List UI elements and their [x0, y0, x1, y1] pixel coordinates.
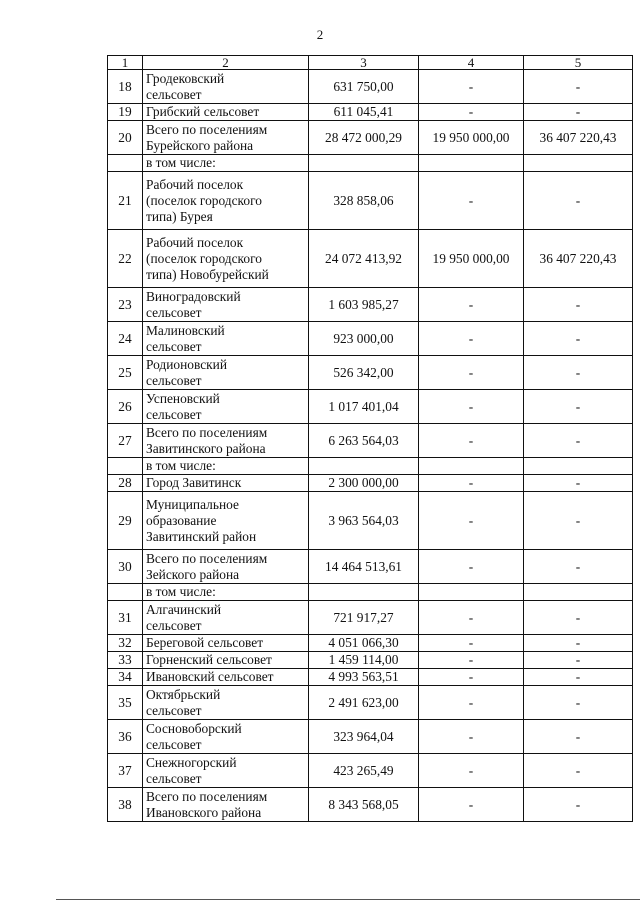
amount-cell-c3: 1 017 401,04: [309, 390, 419, 424]
amount-cell-c4: [419, 584, 524, 601]
amount-cell-c3: 1 603 985,27: [309, 288, 419, 322]
settlement-name-cell: [143, 322, 309, 356]
settlement-name-line: Успеновский: [146, 390, 220, 406]
table-row: [108, 601, 633, 635]
settlement-name-line: сельсовет: [146, 702, 202, 718]
budget-table: [107, 55, 633, 822]
settlement-name-line: Горненский сельсовет: [146, 652, 272, 667]
row-number-cell: 21: [108, 172, 143, 230]
table-header-row: [108, 56, 633, 70]
amount-cell-c3: 24 072 413,92: [309, 230, 419, 288]
settlement-name-line: Бурейского района: [146, 137, 254, 153]
settlement-name-line: Всего по поселениям: [146, 550, 268, 566]
table-row: [108, 356, 633, 390]
settlement-name-line: Завитинского района: [146, 440, 266, 456]
amount-cell-c3: 323 964,04: [309, 720, 419, 754]
amount-cell-c5: [524, 584, 633, 601]
settlement-name-line: Гродековский: [146, 70, 225, 86]
amount-cell-c5: -: [524, 322, 633, 356]
row-number-cell: 25: [108, 356, 143, 390]
table-row: [108, 550, 633, 584]
table-row: [108, 720, 633, 754]
settlement-name-line: Октябрьский: [146, 686, 221, 702]
settlement-name-line: Родионовский: [146, 356, 227, 372]
row-number-cell: 36: [108, 720, 143, 754]
amount-cell-c4: -: [419, 172, 524, 230]
amount-cell-c4: -: [419, 669, 524, 686]
amount-cell-c3: 14 464 513,61: [309, 550, 419, 584]
row-number-cell: 28: [108, 475, 143, 492]
row-number-cell: 29: [108, 492, 143, 550]
row-number-cell: 32: [108, 635, 143, 652]
amount-cell-c4: -: [419, 104, 524, 121]
amount-cell-c3: [309, 458, 419, 475]
amount-cell-c3: 526 342,00: [309, 356, 419, 390]
settlement-name-line: Всего по поселениям: [146, 121, 268, 137]
settlement-name-line: Береговой сельсовет: [146, 635, 264, 650]
table-row: [108, 104, 633, 121]
settlement-name-line: типа) Бурея: [146, 208, 213, 224]
settlement-name-cell: [143, 155, 309, 172]
amount-cell-c5: 36 407 220,43: [524, 121, 633, 155]
settlement-name-cell: [143, 172, 309, 230]
settlement-name-cell: [143, 635, 309, 652]
amount-cell-c3: 28 472 000,29: [309, 121, 419, 155]
amount-cell-c5: [524, 155, 633, 172]
amount-cell-c5: -: [524, 720, 633, 754]
settlement-name-line: Ивановского района: [146, 804, 262, 820]
page-bottom-rule: [56, 899, 640, 900]
amount-cell-c5: [524, 458, 633, 475]
row-number-cell: 37: [108, 754, 143, 788]
settlement-name-cell: [143, 356, 309, 390]
settlement-name-line: Малиновский: [146, 322, 225, 338]
table-row: [108, 475, 633, 492]
settlement-name-line: Виноградовский: [146, 288, 241, 304]
amount-cell-c5: -: [524, 550, 633, 584]
settlement-name-line: образование: [146, 512, 217, 528]
settlement-name-cell: [143, 390, 309, 424]
amount-cell-c3: [309, 584, 419, 601]
amount-cell-c5: -: [524, 601, 633, 635]
table-row: [108, 652, 633, 669]
amount-cell-c3: 1 459 114,00: [309, 652, 419, 669]
amount-cell-c5: -: [524, 424, 633, 458]
row-number-cell: 24: [108, 322, 143, 356]
table-row: [108, 121, 633, 155]
row-number-cell: 27: [108, 424, 143, 458]
amount-cell-c5: -: [524, 70, 633, 104]
column-header: 2: [143, 56, 309, 70]
settlement-name-cell: [143, 788, 309, 822]
settlement-name-cell: [143, 288, 309, 322]
amount-cell-c5: -: [524, 356, 633, 390]
row-number-cell: 34: [108, 669, 143, 686]
amount-cell-c4: [419, 155, 524, 172]
settlement-name-line: сельсовет: [146, 406, 202, 422]
table-row: [108, 635, 633, 652]
row-number-cell: 30: [108, 550, 143, 584]
settlement-name-cell: [143, 475, 309, 492]
row-number-cell: 19: [108, 104, 143, 121]
amount-cell-c4: 19 950 000,00: [419, 121, 524, 155]
amount-cell-c3: 2 491 623,00: [309, 686, 419, 720]
settlement-name-line: сельсовет: [146, 86, 202, 102]
settlement-name-line: сельсовет: [146, 338, 202, 354]
amount-cell-c3: 631 750,00: [309, 70, 419, 104]
table-row: [108, 424, 633, 458]
amount-cell-c4: -: [419, 492, 524, 550]
row-number-cell: [108, 155, 143, 172]
table-row: [108, 788, 633, 822]
amount-cell-c3: 6 263 564,03: [309, 424, 419, 458]
column-header: 5: [524, 56, 633, 70]
amount-cell-c4: -: [419, 390, 524, 424]
settlement-name-cell: [143, 121, 309, 155]
amount-cell-c5: -: [524, 492, 633, 550]
amount-cell-c3: 423 265,49: [309, 754, 419, 788]
amount-cell-c5: -: [524, 788, 633, 822]
settlement-name-line: Сосновоборский: [146, 720, 242, 736]
row-number-cell: 20: [108, 121, 143, 155]
table-row: [108, 754, 633, 788]
settlement-name-line: Рабочий поселок: [146, 234, 244, 250]
table-row: [108, 458, 633, 475]
settlement-name-cell: [143, 424, 309, 458]
amount-cell-c4: -: [419, 720, 524, 754]
settlement-name-line: (поселок городского: [146, 250, 262, 266]
amount-cell-c5: -: [524, 172, 633, 230]
amount-cell-c3: 8 343 568,05: [309, 788, 419, 822]
amount-cell-c5: 36 407 220,43: [524, 230, 633, 288]
settlement-name-line: Завитинский район: [146, 528, 257, 544]
row-number-cell: [108, 584, 143, 601]
column-header: 4: [419, 56, 524, 70]
table-row: [108, 288, 633, 322]
settlement-name-line: сельсовет: [146, 304, 202, 320]
settlement-name-line: Алгачинский: [146, 601, 222, 617]
amount-cell-c3: 4 993 563,51: [309, 669, 419, 686]
amount-cell-c4: -: [419, 635, 524, 652]
settlement-name-line: Зейского района: [146, 566, 240, 582]
settlement-name-line: Рабочий поселок: [146, 176, 244, 192]
column-header: 1: [108, 56, 143, 70]
settlement-name-cell: [143, 550, 309, 584]
table-row: [108, 492, 633, 550]
amount-cell-c4: -: [419, 601, 524, 635]
settlement-name-line: в том числе:: [146, 155, 216, 170]
row-number-cell: 26: [108, 390, 143, 424]
table-row: [108, 686, 633, 720]
table-row: [108, 390, 633, 424]
settlement-name-line: Ивановский сельсовет: [146, 669, 274, 684]
amount-cell-c3: 2 300 000,00: [309, 475, 419, 492]
row-number-cell: 23: [108, 288, 143, 322]
amount-cell-c3: 328 858,06: [309, 172, 419, 230]
amount-cell-c4: -: [419, 288, 524, 322]
amount-cell-c4: -: [419, 356, 524, 390]
amount-cell-c5: -: [524, 104, 633, 121]
settlement-name-line: сельсовет: [146, 770, 202, 786]
table-row: [108, 155, 633, 172]
amount-cell-c3: 3 963 564,03: [309, 492, 419, 550]
settlement-name-cell: [143, 720, 309, 754]
settlement-name-cell: [143, 230, 309, 288]
table-row: [108, 172, 633, 230]
settlement-name-line: (поселок городского: [146, 192, 262, 208]
settlement-name-line: Город Завитинск: [146, 475, 242, 490]
row-number-cell: 18: [108, 70, 143, 104]
settlement-name-line: в том числе:: [146, 458, 216, 473]
settlement-name-line: Всего по поселениям: [146, 424, 268, 440]
amount-cell-c4: -: [419, 70, 524, 104]
amount-cell-c3: [309, 155, 419, 172]
amount-cell-c4: -: [419, 322, 524, 356]
amount-cell-c4: 19 950 000,00: [419, 230, 524, 288]
settlement-name-cell: [143, 584, 309, 601]
settlement-name-cell: [143, 652, 309, 669]
amount-cell-c5: -: [524, 635, 633, 652]
amount-cell-c4: -: [419, 424, 524, 458]
amount-cell-c4: -: [419, 550, 524, 584]
amount-cell-c3: 923 000,00: [309, 322, 419, 356]
amount-cell-c4: -: [419, 475, 524, 492]
row-number-cell: [108, 458, 143, 475]
amount-cell-c4: -: [419, 686, 524, 720]
row-number-cell: 31: [108, 601, 143, 635]
settlement-name-line: сельсовет: [146, 372, 202, 388]
settlement-name-line: Грибский сельсовет: [146, 104, 260, 119]
settlement-name-line: Снежногорский: [146, 754, 237, 770]
amount-cell-c4: [419, 458, 524, 475]
amount-cell-c4: -: [419, 754, 524, 788]
row-number-cell: 22: [108, 230, 143, 288]
row-number-cell: 33: [108, 652, 143, 669]
settlement-name-line: Муниципальное: [146, 496, 239, 512]
amount-cell-c3: 4 051 066,30: [309, 635, 419, 652]
amount-cell-c5: -: [524, 288, 633, 322]
amount-cell-c4: -: [419, 652, 524, 669]
table-row: [108, 584, 633, 601]
amount-cell-c3: 611 045,41: [309, 104, 419, 121]
settlement-name-cell: [143, 754, 309, 788]
settlement-name-cell: [143, 492, 309, 550]
amount-cell-c5: -: [524, 754, 633, 788]
amount-cell-c5: -: [524, 686, 633, 720]
table-row: [108, 230, 633, 288]
amount-cell-c3: 721 917,27: [309, 601, 419, 635]
row-number-cell: 38: [108, 788, 143, 822]
settlement-name-cell: [143, 458, 309, 475]
settlement-name-cell: [143, 686, 309, 720]
amount-cell-c5: -: [524, 475, 633, 492]
amount-cell-c5: -: [524, 390, 633, 424]
settlement-name-line: Всего по поселениям: [146, 788, 268, 804]
settlement-name-line: сельсовет: [146, 617, 202, 633]
amount-cell-c4: -: [419, 788, 524, 822]
settlement-name-line: типа) Новобурейский: [146, 266, 269, 282]
table-row: [108, 322, 633, 356]
amount-cell-c5: -: [524, 669, 633, 686]
settlement-name-cell: [143, 104, 309, 121]
amount-cell-c5: -: [524, 652, 633, 669]
settlement-name-line: сельсовет: [146, 736, 202, 752]
settlement-name-cell: [143, 601, 309, 635]
column-header: 3: [309, 56, 419, 70]
settlement-name-line: в том числе:: [146, 584, 216, 599]
row-number-cell: 35: [108, 686, 143, 720]
table-row: [108, 669, 633, 686]
page-number: 2: [316, 27, 324, 42]
table-row: [108, 70, 633, 104]
settlement-name-cell: [143, 669, 309, 686]
settlement-name-cell: [143, 70, 309, 104]
